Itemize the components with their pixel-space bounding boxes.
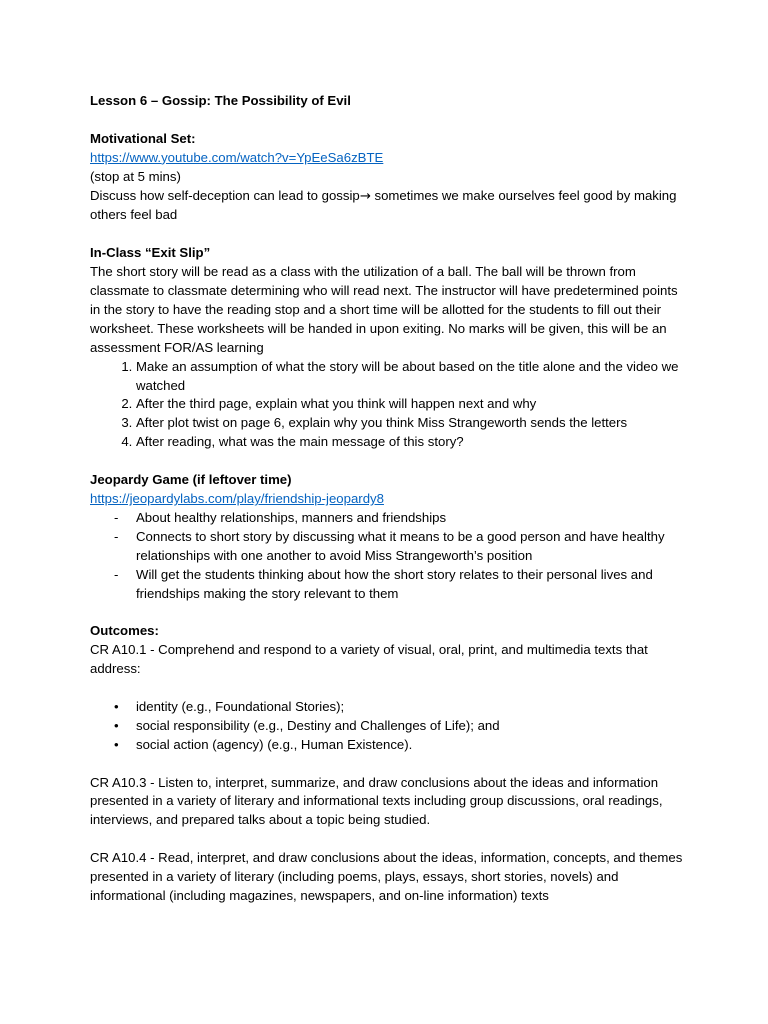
dash-marker: - [114, 509, 119, 525]
outcome-cr-a10-3: CR A10.3 - Listen to, interpret, summarize, and draw conclusions about the ideas and information presented in a variety of literary and informational texts including group discussions, oral readings, interviews, and prepared talks about a topic being studied. [90, 774, 663, 828]
outcome-cr-a10-4: CR A10.4 - Read, interpret, and draw conclusions about the ideas, information, concepts, and themes presented in a variety of literary (including poems, plays, essays, short stories, novels) and informational (including magazines, newspapers, and on-line information) texts [90, 850, 683, 903]
discussion-text-after: sometimes we make ourselves feel good by making others feel bad [90, 187, 677, 223]
spacer [90, 225, 690, 244]
arrow-right-icon: → [359, 188, 371, 204]
list-item: 1. Make an assumption of what the story will be about based on the title alone and the video we watched [136, 358, 690, 396]
exit-slip-description: The short story will be read as a class with the utilization of a ball. The ball will be thrown from classmate to classmate determining who will read next. The instructor will have predetermined points in the story to have the reading stop and a short time will be allotted for the students to fill out their worksheet. These worksheets will be handed in upon exiting. No marks will be given, this will be an assessment FOR/AS learning [90, 264, 678, 355]
list-item [90, 509, 690, 528]
dash-marker: - [114, 528, 119, 544]
discussion-text [90, 187, 690, 226]
list-item-text: social action (agency) (e.g., Human Existence). [136, 736, 413, 752]
jeopardy-link[interactable]: https://jeopardylabs.com/play/friendship-jeopardy8 [90, 490, 384, 506]
jeopardy-list [90, 509, 690, 604]
motivational-set-section [90, 130, 690, 226]
list-item: 2. After the third page, explain what you think will happen next and why [136, 395, 690, 414]
bullet-icon: • [114, 736, 119, 752]
list-item-text: About healthy relationships, manners and friendships [136, 509, 447, 525]
youtube-link-line [90, 149, 690, 168]
list-item-text: Will get the students thinking about how the short story relates to their personal lives and friendships making the story relevant to them [136, 566, 653, 601]
spacer [90, 679, 690, 698]
jeopardy-link-line [90, 490, 690, 509]
motivational-set-heading: Motivational Set: [90, 130, 196, 146]
lesson-title: Lesson 6 – Gossip: The Possibility of Evil [90, 93, 351, 108]
jeopardy-section [90, 471, 690, 603]
outcome-bullet-list [90, 698, 690, 755]
bullet-icon: • [114, 698, 119, 714]
list-item: 3. After plot twist on page 6, explain why you think Miss Strangeworth sends the letters [136, 414, 690, 433]
list-item: 4. After reading, what was the main message of this story? [136, 433, 690, 452]
spacer [90, 111, 690, 130]
outcomes-section [90, 622, 690, 906]
dash-marker: - [114, 566, 119, 582]
spacer [90, 755, 690, 774]
outcome-cr-a10-1: CR A10.1 - Comprehend and respond to a variety of visual, oral, print, and multimedia texts that address: [90, 642, 648, 677]
exit-slip-questions [90, 358, 690, 453]
bullet-icon: • [114, 717, 119, 733]
exit-slip-heading: In-Class “Exit Slip” [90, 245, 211, 261]
jeopardy-heading: Jeopardy Game (if leftover time) [90, 472, 292, 488]
spacer [90, 452, 690, 471]
document-page [90, 92, 690, 906]
list-item-text: identity (e.g., Foundational Stories); [136, 698, 345, 714]
video-stop-note: (stop at 5 mins) [90, 168, 181, 184]
spacer [90, 603, 690, 622]
list-item-text: Connects to short story by discussing what it means to be a good person and have healthy relationships with one another to avoid Miss Strangeworth’s position [136, 528, 665, 563]
list-item-text: social responsibility (e.g., Destiny and Challenges of Life); and [136, 717, 500, 733]
list-item [90, 717, 690, 736]
exit-slip-section [90, 244, 690, 452]
spacer [90, 830, 690, 849]
list-item [90, 528, 690, 566]
discussion-text-before: Discuss how self-deception can lead to gossip [90, 187, 360, 203]
list-item [90, 736, 690, 755]
youtube-link[interactable]: https://www.youtube.com/watch?v=YpEeSa6zBTE [90, 149, 384, 165]
list-item [90, 566, 690, 604]
outcomes-heading: Outcomes: [90, 623, 159, 639]
list-item [90, 698, 690, 717]
